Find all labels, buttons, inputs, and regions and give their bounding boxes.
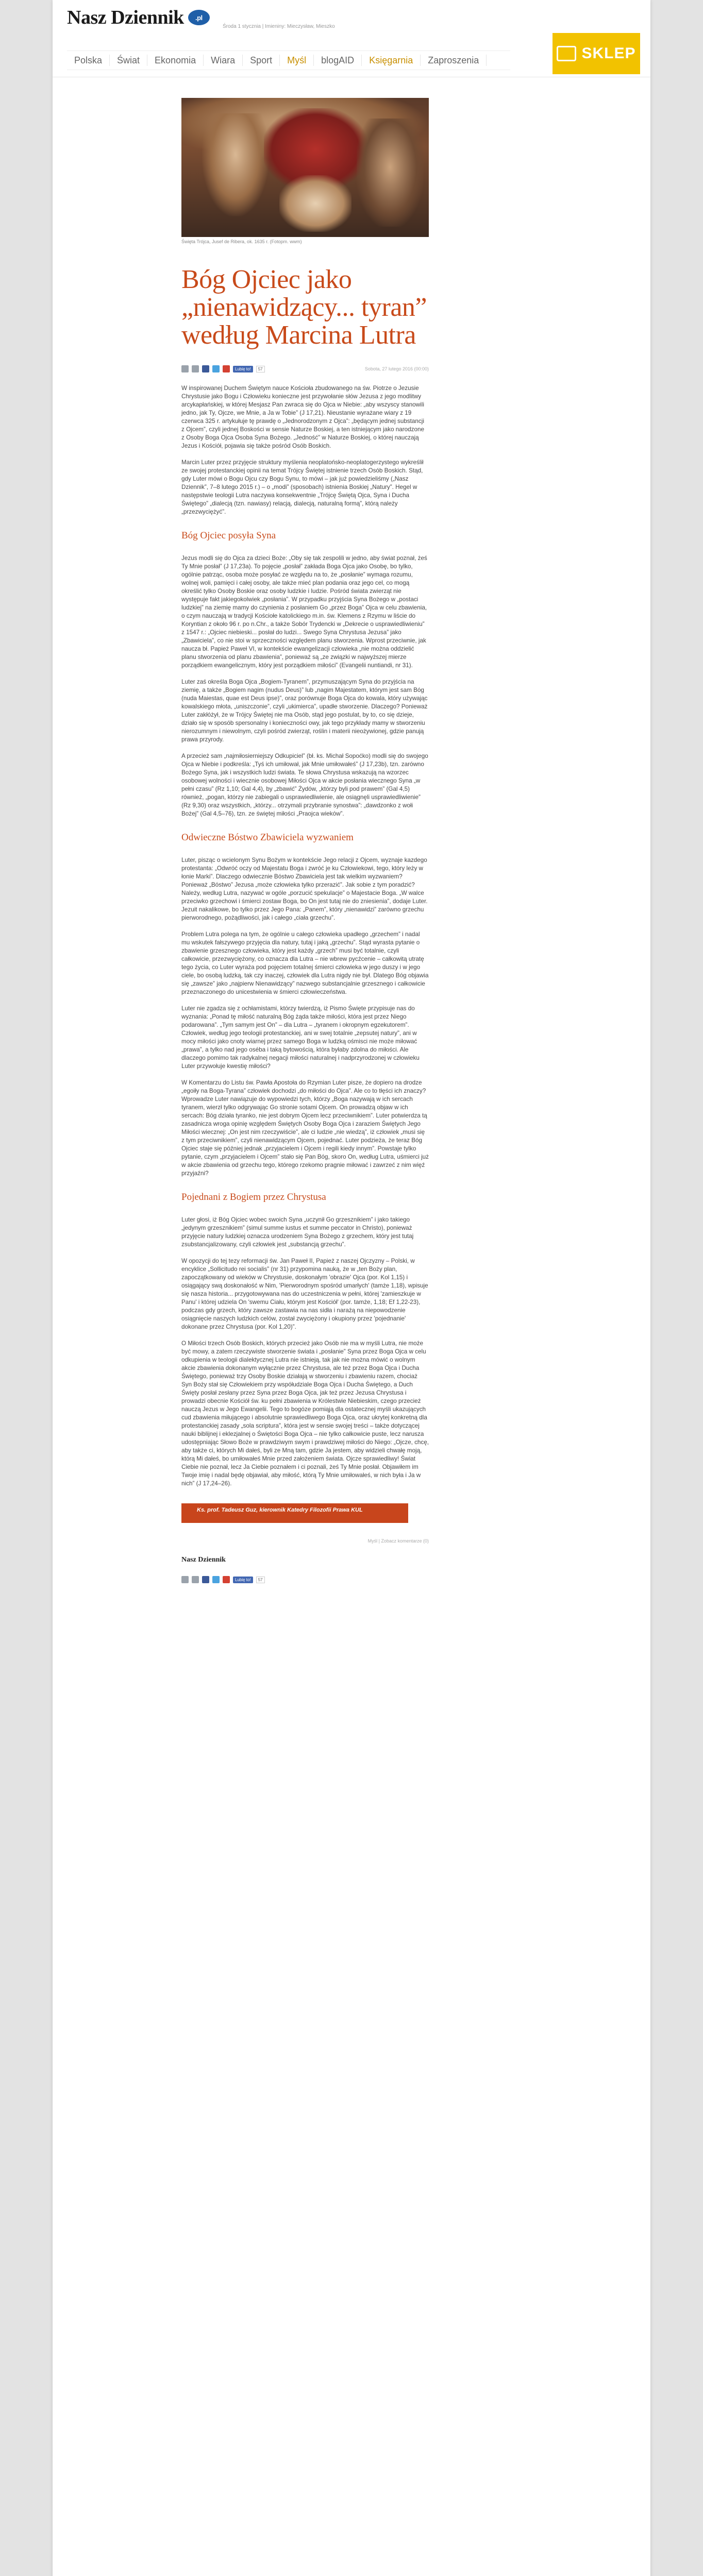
paragraph: Luter, pisząc o wcielonym Synu Bożym w kontekście Jego relacji z Ojcem, wyznaje kazdego protestanta: „Odwróć oczy od Majestatu Boga i zwróć je ku Człowiekowi, tego, który leży w łonie Marki”. Dlaczego odwiecznie Bóstwo Zbawiciela jest tak wielkim wyzwaniem? Ponieważ „Bóstwo” Jezusa „może człowieka tylko przerazić”. Jak sobie z tym poradzić? Należy, według Lutra, nazywać w ogóle „porzucić spekulacje” o Majestacie Boga. „W walce przeciwko grzechowi i śmierci zostaw Boga, bo On jest tutaj nie do zniesienia”, dodaje Luter. Jezuit nakalikowe, bo tylko przez Jego Pana: „Panem”, który „nienawidzi” zarówno grzechu pierworodnego, pożądliwości, jak i całego „ciała grzechu”. [181,857,428,921]
source-logo: Nasz Dziennik [181,1556,226,1564]
shop-button[interactable] [553,33,640,74]
article-title: Bóg Ojciec jako „nienawidzący... tyran” według Marcina Lutra [181,265,427,350]
paragraph: Luter głosi, iż Bóg Ojciec wobec swoich Syna „uczynił Go grzesznikiem” i jako takiego „jedynym grzesznikiem” (simul summe iustus et summe peccator in Christo), ponieważ przyjęcie natury ludzkiej oznacza urodzeniem Syna Bożego z grzechem, który jest tutaj zsubstancjalizowany, czyli człowiek jest „substancją grzechu”. [181,1216,414,1248]
header-topline: Środa 1 stycznia | Imieniny: Mieczysław, Mieszko [223,24,335,29]
paragraph: Jezus modli się do Ojca za dzieci Boże: „Oby się tak zespolili w jedno, aby świat poznał, żeś Ty Mnie posłał” (J 17,23a). To pojęcie „posłał” zakłada Boga Ojca jako Osobę, bo tylko, ogólnie patrząc, osoba może posyłać ze względu na to, że „posłanie” wymaga rozumu, wolnej woli, pamięci i całej osoby, ale także mieć plan podania oraz jego cel, co mogą określić tylko Osoby Boskie oraz osoby ludzkie i ludzie. Pośród świata zwierząt nie występuje fakt jakiegokolwiek „posłania”. W przypadku przyjścia Syna Bożego w „postaci ludzkiej” na ziemię mamy do czynienia z posłaniem Go „przez Boga” Ojca w celu zbawienia, o czym nauczają w tradycji Kościołe katolickiego m.in. św. Klemens z Rzymu w liście do Koryntian z około 96 r. po n.Chr., a także Sobór Trydencki w „Dekrecie o usprawiedliwieniu” z 1547 r.: „Ojciec niebieski... posłał do ludzi... Swego Syna Chrystusa Jezusa” jako „Zbawiciela”, co nie stoi w sprzeczności względem planu stworzenia. Wprost przeciwnie, jak naucza bł. Papież Paweł VI, w kontekście ewangelizacji człowieka „nie można oddzielić planu stworzenia od planu zbawienia”, ponieważ są „ze związki w najwyższej mierze porządkiem ewangelicznym, który jest porządkiem miłości” (Evangelii nuntiandi, nr 31). [181,555,427,669]
paragraph: W Komentarzu do Listu św. Pawła Apostoła do Rzymian Luter pisze, że dopiero na drodze „egoiły na Boga-Tyrana” człowiek dochodzi „do miłości do Ojca”. Ale co to tłęści ich znaczy? Wprowadze Luter nawiązuje do wypowiedzi tych, którzy „Boga nazywają w ich sercach tyranem, wierzł tylko odgrywając Go stronie sotami Ojcem. On prowadzą objaw w ich sercach: Bóg działa tyranko, nie jest dobrym Ojcem lecz przeciwnikiem”. Luter potwierdza tą zasadnicza wroga opinię względem Świętych Osoby Boga Ojca i zaraziem Świętych Jego Miłości wiecznej: „On jest nim rzeczywiście”, ale ci ludzie „nie wiedzą”, iż człowiek „musi się z tym przeciwnikiem”, czyli nienawidzącym Ojcem, pojednać. Luter podzieża, że teraz Bóg Ojciec staje się później jednak „przyjacielem i Ojcem i regili kiedy innym”. Powstaje tylko pytanie, czym „przyjacielem i Ojcem” stało się Pan Bóg, skoro On, według Lutra, uśmierci już w akcie zbawienia od grzechu tego, którego rzekomo pragnie miłować i zawrzeć z nim więź przyjaźni? [181,1079,429,1177]
paragraph: W opozycji do tej tezy reformacji św. Jan Paweł II, Papież z naszej Ojczyzny – Polski, w encyklice „Sollicitudo rei socialis” (nr 31) przypomina nauką, że w „ten Boży plan, zapoczątkowany od wieków w Chrystusie, doskonałym 'obrazie' Ojca (por. Kol 1,15) i osiągający swą doskonałość w Nim, 'Pierworodnym spośród umarłych' (tamże 1,18), wpisuje się nasza historia... przygotowywana nas do uczestniczenia w pełni, której 'zamieszkuje w Panu' i której udziela On 'swemu Ciału, którym jest Kościół' (por. tamże, 1,18; Ef 1,22-23), podczas gdy grzech, który zawsze zastawia na nas sidła i narażą na niepowodzenie osiągnięcie naszych ludzkich celów, został zwyciężony i okupiony przez 'pojednanie' dokonane przez Chrystusa (por. Kol 1,20)”. [181,1258,428,1330]
nav-item-ksiegarnia[interactable]: Księgarnia [362,55,421,66]
image-caption: Święta Trójca, Jusef de Ribera, ok. 1635 r. (Fotopm. wwm) [181,239,302,244]
shop-label: SKLEP [581,45,636,62]
twitter-icon[interactable] [212,1576,220,1583]
like-button[interactable]: Lubię to! [233,366,253,372]
section-heading: Pojednani z Bogiem przez Chrystusa [181,1192,326,1202]
google-plus-icon[interactable] [223,365,230,372]
nav-item-zaproszenia[interactable]: Zaproszenia [421,55,487,66]
paragraph: Luter nie zgadza się z ochłamistami, którzy twierdzą, iż Pismo Święte przypisuje nas do wyznania: „Ponad tę miłość naturalną Bóg żąda także miłości, która jest przez Niego podarowana”. „Tym samym jest On” – dla Lutra – „tyranem i okropnym egzekutorem”. Człowiek, według jego teologii protestanckiej, ani w swej totalnie „zepsutej natury”, ani w mocy miłości jako cnoty wiarnej przez samego Boga w ludzką ośmisci nie może miłować „prawa”, a tylko nad jego oséba i taką bytowością, która byłaby zdolna do miłości. Ale dlaczego pomimo tak radykalnej negacji miłości naturalnej i nadprzyrodzonej w człowieku Luter przywołuje kwestię miłości? [181,1005,420,1070]
page [53,0,650,2576]
paragraph: O Miłości trzech Osób Boskich, których przecież jako Osób nie ma w myśli Lutra, nie może być mowy, a zatem rzeczywiste stworzenie świata i „posłanie” Syna przez Boga Ojca w celu odkupienia w teologii dialektycznej Lutra nie istnieją, tak jak nie można mówić o wolnym akcie zbawienia dokonanym wyłącznie przez Chrystusa, ale też przez Boga Ojca i Ducha Świętego, ponieważ trzy Osoby Boskie działają w stworzeniu i zbawieniu razem, chociaż Syn Boży stał się Człowiekiem przy współudziale Boga Ojca i Ducha Świętego, a Duch Święty posłał zesłany przez Syna przez Boga Ojca, jak też przez Jezusa Chrystusa i prowadzi obecnie Kościół św. ku pełni zbawienia w Królestwie Niebieskim, czego przecież nauczą Jezus w Jego Ewangelii. Tego to bogóze pomiąją dla ostatecznej myśli ukazujących cud zbawienia miłującego i absolutnie sprawiedliwego Boga Ojca, oraz ukrytej konkretną dla protestanckiej zasady „sola scriptura”, która jest w sensie swojej treści – także dotyczącej nauki biblijnej i eklezjalnej o Świętości Boga Ojca – nie tylko całkowicie puste, lecz narusza udostępniając Słowo Boże w prawdziwym swym i prawdziwej miłości do Niego: „Ojcze, chcę, aby także ci, których Mi dałeś, byli ze Mną tam, gdzie Ja jestem, aby widzieli chwałę moją, którą Mi dałeś, bo umiłowałeś Mnie przed założeniem świata. Ojcze sprawiedliwy! Świat Ciebie nie poznał, lecz Ja Ciebie poznałem i ci poznali, żeś Ty Mnie posłał. Objawiłem im Twoje imię i nadal będę objawiał, aby miłość, którą Ty Mnie umiłowałeś, w nich była i Ja w nich” (J 17,24–26). [181,1340,429,1487]
nav-item-sport[interactable]: Sport [243,55,280,66]
like-button[interactable]: Lubię to! [233,1577,253,1583]
paragraph: Problem Lutra polega na tym, że ogólnie u całego człowieka upadłego „grzechem” i nadal mu wskutek fałszywego przyjęcia dla natury, tutaj i jaką „grzechu”. Stąd wyrasta pytanie o zbawienie grzesznego człowieka, który jest każdy „grzech” musi być totalnie, czyli całkowicie, przezwyciężony, co oznacza dla Lutra – nie wbrew pycźcenie – całkowitą utratę tego życia, co Luter wyraża pod pojęciem totalnej śmierci człowieka w jego duszy i w jego ciele, bo osobą ludzką, tak czy inaczej, człowiek dla Lutra nigdy nie był. Dlatego Bóg objawia się „zawsze” jako „najpierw Nienawidzący” nazwego substancjalnie grzesznego i całkowicie przeznaczonego do unicestwienia w śmierci człowieczeństwa. [181,931,429,995]
nav-item-polska[interactable]: Polska [67,55,110,66]
paragraph: Marcin Luter przez przyjęcie struktury myślenia neoplatońsko-neoplatogerzystego wykreślił ze swojej protestanckiej opinii na temat Trójcy Świętej istnienie trzech Osób Boskich. Stąd, gdy Luter mówi o Bogu Ojcu czy Bogu Synu, to mówi – jak już powiedzieliśmy („Nasz Dziennik”, 7–8 lutego 2015 r.) – o „modi” (sposobach) istnienia Boskiej „Natury”. Hegel w następstwie teologii Lutra naczywa konsekwentnie „Trójcę Świętą Ojca, Syna i Ducha Świętego” „dialecją (tzn. nawiasy) relacją, dialecją, naturalną formą”, którą należy „przezwyciężyć”. [181,459,424,515]
cart-icon [557,46,576,61]
nav-item-ekonomia[interactable]: Ekonomia [147,55,204,66]
logo-badge: .pl [188,10,210,25]
paragraph: Luter zaś określa Boga Ojca „Bogiem-Tyranem”, przymuszającym Syna do przyjścia na ziemię, a także „Bogiem nagim (nudus Deus)” lub „nagim Majestatem, którym jest sam Bóg (nuda Maiestas, quae est Deus ipse)”, oraz porównuje Boga Ojca do kowala, który używając kowalskiego młota, „uniszczonie”, czyli „ukimierca”, upadłe stworzenie. Dlaczego? Ponieważ Luter zakłóżył, że w Trójcy Świętej nie ma Osób, stąd jego postulat, by to, co się dzieje, działo się w sposób spersonalny i konieczności owy, jak tego przykłady mamy w stworzeniu nierozumnym i niewolnym, czyli pośród zwierząt, roślin i materii nieożywionej, gdzie panują prawa przyrody. [181,679,428,743]
article-hero-image [181,98,429,237]
author-box: Ks. prof. Tadeusz Guz, kierownik Katedry Filozofii Prawa KUL [181,1503,408,1523]
facebook-icon[interactable] [202,1576,209,1583]
nav-item-blogaid[interactable]: blogAID [314,55,362,66]
section-heading: Odwieczne Bóstwo Zbawiciela wyzwaniem [181,832,354,843]
share-toolbar [181,365,429,373]
facebook-icon[interactable] [202,365,209,372]
email-icon[interactable] [192,1576,199,1583]
share-toolbar-bottom [181,1575,429,1584]
nav-item-swiat[interactable]: Świat [110,55,147,66]
like-count: 57 [256,1577,265,1583]
nav-item-mysl[interactable]: Myśl [280,55,314,66]
site-logo[interactable] [67,7,222,28]
google-plus-icon[interactable] [223,1576,230,1583]
print-icon[interactable] [181,365,189,372]
section-heading: Bóg Ojciec posyła Syna [181,530,276,541]
paragraph: W inspirowanej Duchem Świętym nauce Kościoła zbudowanego na św. Piotrze o Jezusie Chrystusie jako Bogu i Człowieku konieczne jest przywołanie słów Jezusa z jego modlitwy arcykapłańskiej, w której Mesjasz Pan zwraca się do Ojca w Niebie: „aby wszyscy stanowili jedno, jak Ty, Ojcze, we Mnie, a Ja w Tobie” (J 17,21). Nieustanie wyrażane wiary z 19 czerwca 325 r. artykułuje tę prawdę o „Jednorodzonym z Ojca”: „będącym jednej substancji z Ojcem”, czyli jednej Boskości w sensie Naturze Boskiej, a ten istniejącym jako narodzone z Osoby Boga Ojca Osoba Syna Bożego. „Jedność” w Naturze Boskiej, o której nauczają Jezus i Kościół, pojawia się także pośród Osób Boskich. [181,385,424,449]
nav-item-wiara[interactable]: Wiara [204,55,243,66]
paragraph: A przecież sam „najmiłosierniejszy Odkupiciel” (bł. ks. Michał Sopoćko) modli się do swojego Ojca w Niebie i podkreśla: „Tyś ich umiłował, jak Mnie umiłowałeś” (J 17,23b), tzn. zarówno Bożego Syna, jak i wszystkich ludzi świata. Te słowa Chrystusa wskazują na wzorzec osobowej wolności i wiecznie osobowej Miłości Ojca w akcie posłania wiecznego Syna „w pełni czasu” (Rz 1,10; Gal 4,4), by „zbawić” Żydów, „którzy byli pod prawem” (Gal 4,5) również, „pogan, którzy nie zabiegali o usprawiedliwienie, ale osiągnęli usprawiedliwienie” (Rz 9,30) oraz wszystkich, „którzy... otrzymali przybranie synostwa”: „dawdzonko z wołi Bożej” (Gal 4,5–76), tzn. ze świętej miłości „Praojca wieków”. [181,753,428,817]
like-count: 57 [256,366,265,372]
email-icon[interactable] [192,365,199,372]
article [181,77,429,1625]
article-body [181,384,429,1488]
main-nav [67,50,510,70]
logo-text: Nasz Dziennik [67,7,184,28]
header [53,0,650,77]
source-row [181,1556,429,1564]
print-icon[interactable] [181,1576,189,1583]
twitter-icon[interactable] [212,365,220,372]
article-tags[interactable]: Myśl | Zobacz komentarze (0) [367,1538,429,1544]
article-date: Sobota, 27 lutego 2016 (00:00) [364,366,429,371]
